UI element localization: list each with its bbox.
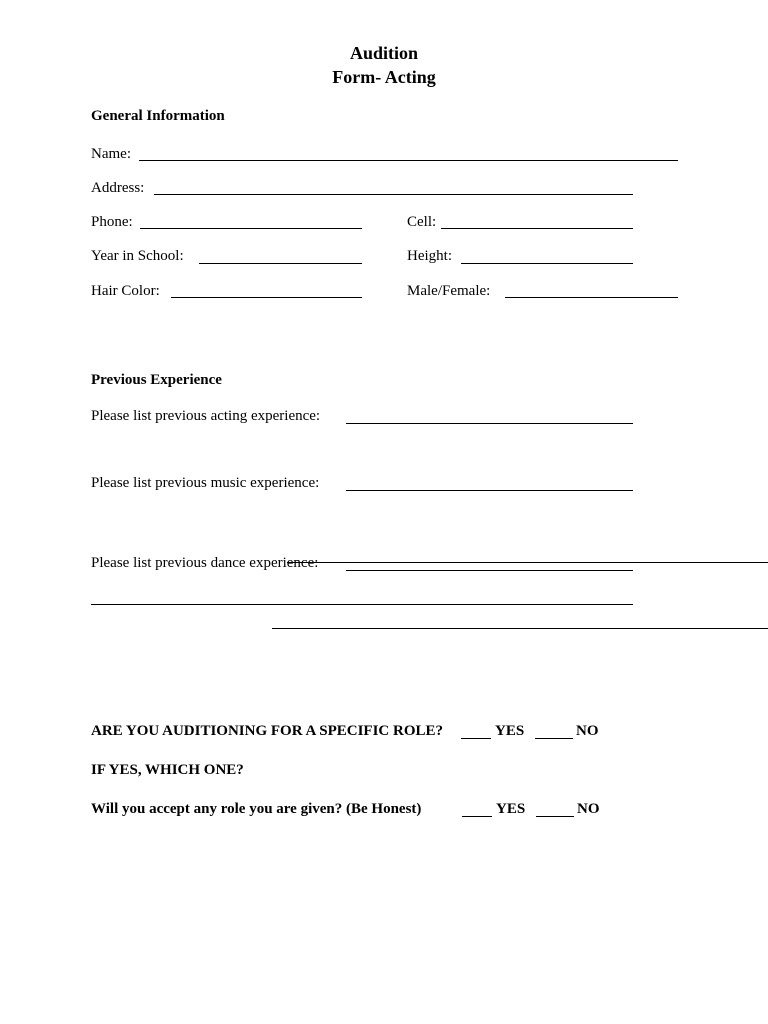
- name-field[interactable]: [139, 160, 678, 161]
- form-title-line-2: Form- Acting: [332, 67, 436, 87]
- year-in-school-label: Year in School:: [91, 248, 184, 264]
- acting-experience-field[interactable]: [346, 423, 633, 424]
- year-in-school-field[interactable]: [199, 263, 362, 264]
- accept-any-role-question: Will you accept any role you are given? (Be Honest): [91, 801, 422, 817]
- accept-role-yes-blank[interactable]: [462, 816, 492, 817]
- phone-label: Phone:: [91, 214, 133, 230]
- dance-experience-overlay-line: [287, 562, 768, 563]
- specific-role-no-blank[interactable]: [535, 738, 573, 739]
- which-role-question: IF YES, WHICH ONE?: [91, 762, 244, 778]
- address-label: Address:: [91, 180, 145, 196]
- hair-color-label: Hair Color:: [91, 283, 160, 299]
- dance-experience-field[interactable]: [346, 570, 633, 571]
- acting-experience-label: Please list previous acting experience:: [91, 408, 321, 424]
- music-experience-label: Please list previous music experience:: [91, 475, 320, 491]
- cell-field[interactable]: [441, 228, 633, 229]
- accept-role-no-label: NO: [577, 801, 600, 817]
- previous-experience-heading: Previous Experience: [91, 372, 222, 388]
- form-title-line-1: Audition: [349, 43, 419, 63]
- cell-label: Cell:: [407, 214, 437, 230]
- height-label: Height:: [407, 248, 452, 264]
- general-information-heading: General Information: [91, 108, 225, 124]
- specific-role-yes-label: YES: [495, 723, 525, 739]
- dance-experience-field-line-3[interactable]: [272, 628, 768, 629]
- height-field[interactable]: [461, 263, 633, 264]
- music-experience-field[interactable]: [346, 490, 633, 491]
- address-field[interactable]: [154, 194, 633, 195]
- specific-role-yes-blank[interactable]: [461, 738, 491, 739]
- male-female-label: Male/Female:: [407, 283, 491, 299]
- dance-experience-label: Please list previous dance experience:: [91, 555, 319, 571]
- name-label: Name:: [91, 146, 131, 162]
- specific-role-question: ARE YOU AUDITIONING FOR A SPECIFIC ROLE?: [91, 723, 443, 739]
- hair-color-field[interactable]: [171, 297, 362, 298]
- accept-role-yes-label: YES: [496, 801, 526, 817]
- specific-role-no-label: NO: [576, 723, 599, 739]
- male-female-field[interactable]: [505, 297, 678, 298]
- phone-field[interactable]: [140, 228, 362, 229]
- accept-role-no-blank[interactable]: [536, 816, 574, 817]
- dance-experience-field-line-2[interactable]: [91, 604, 633, 605]
